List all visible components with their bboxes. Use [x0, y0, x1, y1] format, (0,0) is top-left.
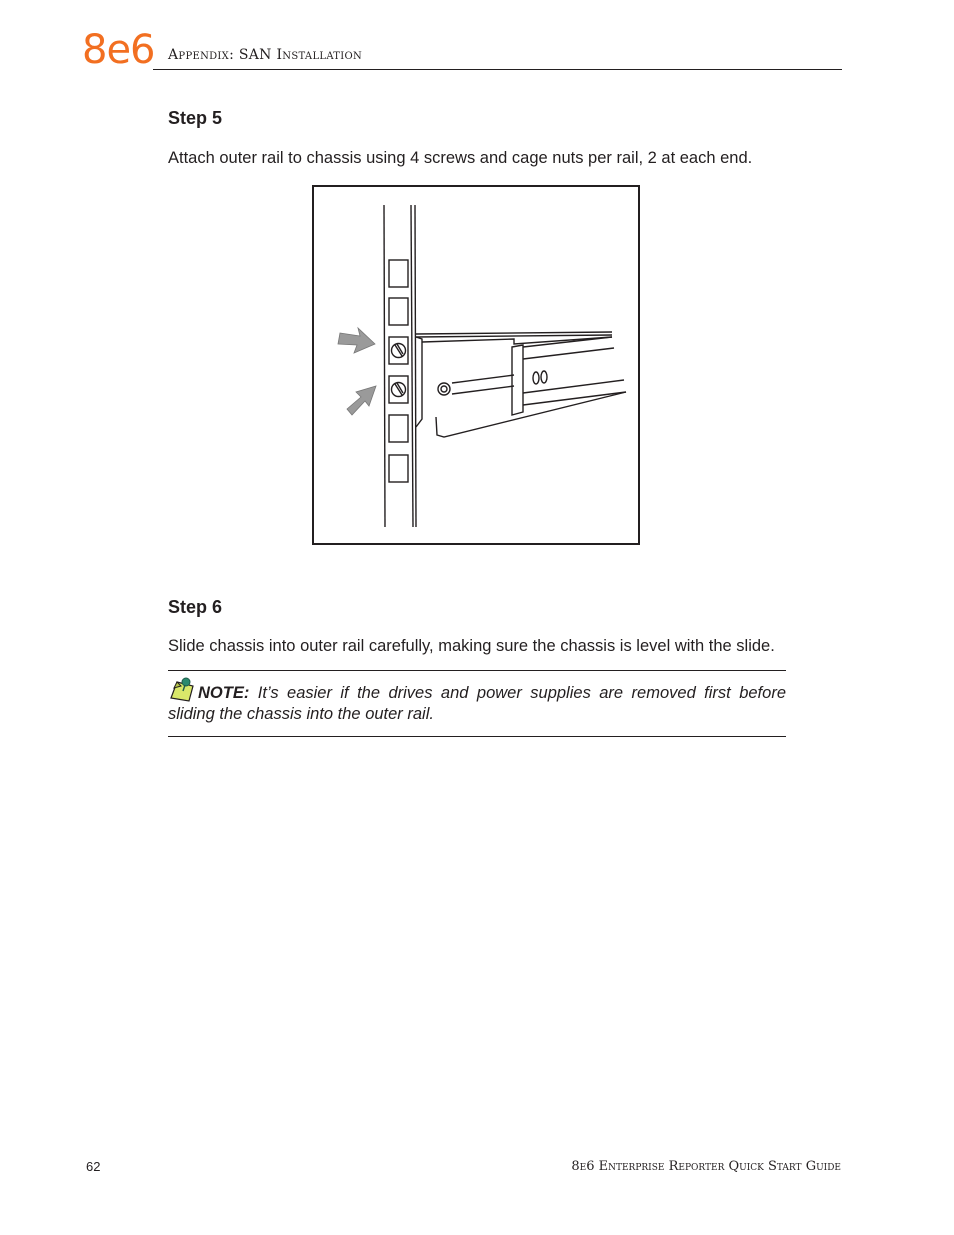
footer-guide-title: 8e6 Enterprise Reporter Quick Start Guide: [571, 1159, 841, 1174]
logo: 8e6: [82, 27, 155, 73]
note-box: [168, 676, 786, 725]
rail-slide-illustration: [416, 332, 626, 437]
note-text: It’s easier if the drives and power supplies are removed first before sliding the chassis into the outer rail.: [168, 684, 786, 723]
rack-post-illustration: [384, 205, 416, 527]
note-bottom-rule: [168, 736, 786, 737]
pushpin-note-icon: [168, 676, 198, 702]
note-top-rule: [168, 670, 786, 671]
step-6-heading: Step 6: [168, 597, 223, 617]
header-section-title: Appendix: SAN Installation: [168, 47, 363, 63]
note-label: NOTE:: [198, 684, 250, 702]
screw-icon: [389, 337, 408, 364]
header-rule: [153, 69, 842, 70]
step-5-text: Attach outer rail to chassis using 4 screws and cage nuts per rail, 2 at each end.: [168, 149, 753, 167]
screw-icon: [389, 376, 408, 403]
arrow-icon: [338, 328, 375, 353]
rail-figure: [312, 185, 640, 545]
page-number: 62: [86, 1159, 101, 1174]
step-5-heading: Step 5: [168, 108, 223, 128]
step-6-text: Slide chassis into outer rail carefully, making sure the chassis is level with the slide.: [168, 637, 775, 655]
arrow-icon: [347, 386, 376, 415]
